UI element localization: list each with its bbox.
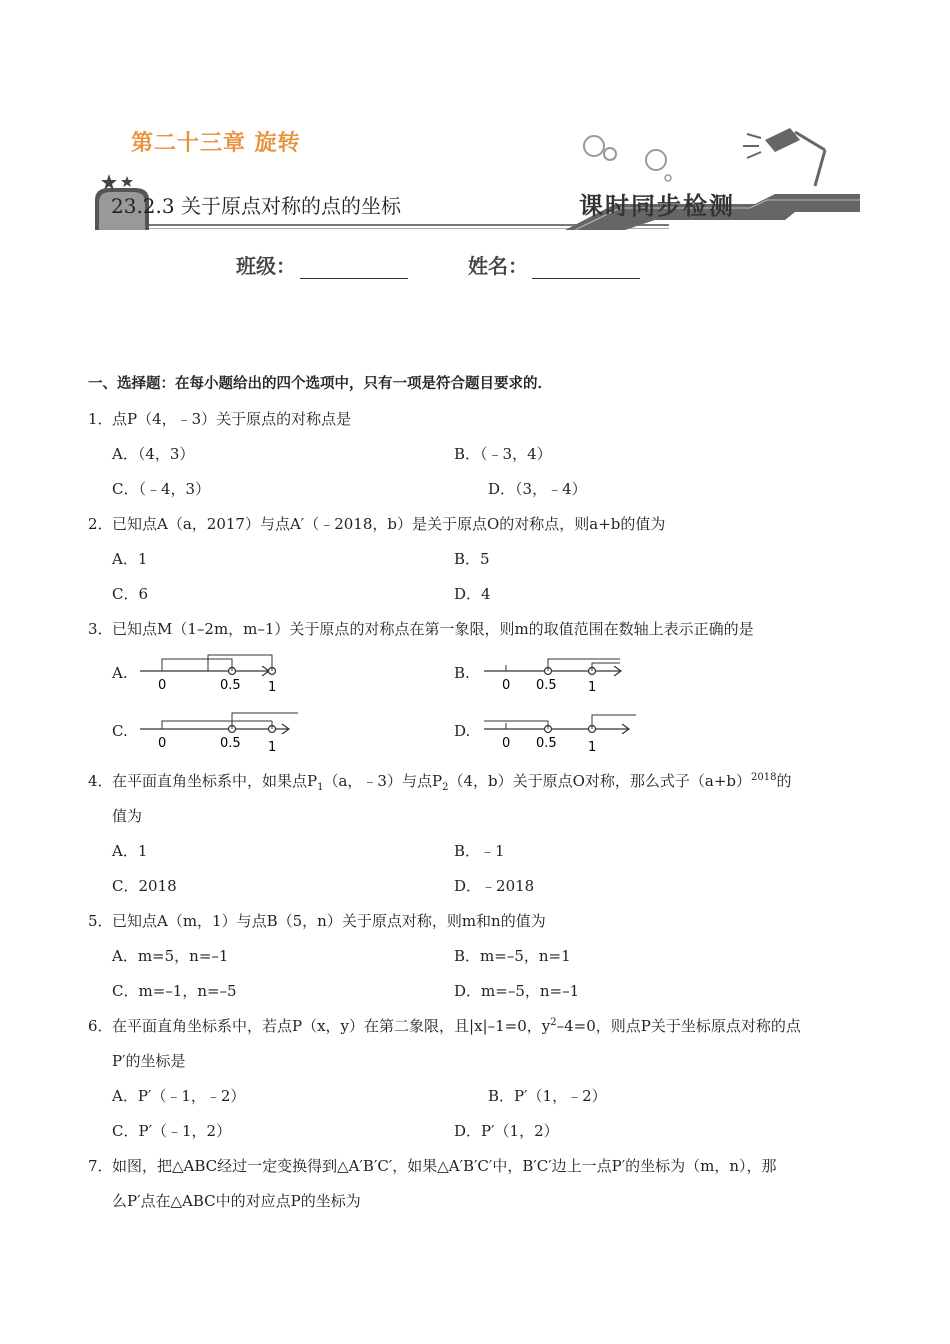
question-stem: 点P（4，﹣3）关于原点的对称点是	[112, 410, 352, 428]
question-7: 7．如图，把△ABC经过一定变换得到△A′B′C′，如果△A′B′C′中，B′C′边上一点P′的坐标为（m，n），那 么P′点在△ABC中的对应点P的坐标为	[88, 1156, 868, 1211]
question-6: 6．在平面直角坐标系中，若点P（x，y）在第二象限，且|x|–1=0，$y^2-4=0$，则点P关于坐标原点对称的点 P′的坐标是 A．P′（﹣1，﹣2） B．P′（1，﹣2） C．P′（﹣1，2） D．P′（1，2）	[88, 1016, 868, 1141]
option-c[interactable]: C．2018	[112, 877, 177, 895]
tick-label-0: 0	[502, 736, 511, 751]
option-d[interactable]: D．﹣2018	[454, 877, 535, 895]
bubbles-decoration	[580, 132, 680, 182]
lamp-icon	[735, 110, 855, 190]
question-stem: 如图，把△ABC经过一定变换得到△A′B′C′，如果△A′B′C′中，B′C′边上一点P′的坐标为（m，n），那	[112, 1157, 777, 1175]
tick-label-0: 0	[158, 678, 167, 693]
question-stem-cont: 么P′点在△ABC中的对应点P的坐标为	[112, 1192, 361, 1210]
tick-label-05: 0.5	[220, 678, 241, 693]
option-a[interactable]: A．m=5，n=–1	[112, 947, 229, 965]
option-a[interactable]: A．P′（﹣1，﹣2）	[112, 1087, 246, 1105]
tick-label-1: 1	[588, 740, 597, 755]
tick-label-1: 1	[268, 740, 277, 755]
option-d[interactable]: D．P′（1，2）	[454, 1122, 559, 1140]
question-4: 4．在平面直角坐标系中，如果点$P_1(a$，﹣3）与点$P_2(4$，b）关于原点O对称，那么式子$(a+b)^{2018}$的 值为 A．1 B．﹣1 C．2018 D．﹣2018	[88, 771, 868, 896]
class-field[interactable]	[236, 250, 408, 279]
option-d[interactable]: D．4	[454, 585, 491, 603]
option-c[interactable]: C．m=–1，n=–5	[112, 982, 237, 1000]
option-c[interactable]: C．P′（﹣1，2）	[112, 1122, 232, 1140]
name-label: 姓名：	[468, 254, 528, 278]
tick-label-0: 0	[158, 736, 167, 751]
question-stem: 已知点A（m，1）与点B（5，n）关于原点对称，则m和n的值为	[112, 912, 546, 930]
question-5: 5．已知点A（m，1）与点B（5，n）关于原点对称，则m和n的值为 A．m=5，n=–1 B．m=–5，n=1 C．m=–1，n=–5 D．m=–5，n=–1	[88, 912, 580, 1000]
option-a[interactable]: A.	[112, 664, 128, 682]
tick-label-0: 0	[502, 678, 511, 693]
tick-label-05: 0.5	[536, 678, 557, 693]
chapter-title: 第二十三章 旋转	[131, 131, 301, 156]
number-line-a[interactable]	[138, 653, 278, 695]
number-line-b[interactable]	[480, 653, 630, 695]
number-line-c[interactable]	[138, 711, 298, 755]
option-b[interactable]: B．（﹣3，4）	[454, 445, 552, 463]
number-line-d[interactable]	[480, 711, 640, 755]
option-b[interactable]: B．m=–5，n=1	[454, 947, 571, 965]
section-title: 23.2.3 关于原点对称的点的坐标	[111, 194, 401, 218]
sync-test-tag: 课时同步检测	[579, 191, 735, 220]
tick-label-05: 0.5	[536, 736, 557, 751]
option-a[interactable]: A．（4，3）	[112, 445, 195, 463]
option-d[interactable]: D．（3，﹣4）	[488, 480, 587, 498]
question-stem: 在平面直角坐标系中，如果点$P_1(a$，﹣3）与点$P_2(4$，b）关于原点O对称，那么式子$(a+b)^{2018}$的	[112, 772, 792, 793]
option-b[interactable]: B．P′（1，﹣2）	[488, 1087, 607, 1105]
tick-label-05: 0.5	[220, 736, 241, 751]
question-2: 2．已知点A（a，2017）与点A′（﹣2018，b）是关于原点O的对称点，则a+b的值为 A．1 B．5 C．6 D．4	[88, 515, 666, 603]
tick-label-1: 1	[588, 680, 597, 695]
option-c[interactable]: C.	[112, 722, 128, 740]
question-3: 3．已知点M（1–2m，m–1）关于原点的对称点在第一象限，则m的取值范围在数轴上表示正确的是 A. 0 0.5 1 B. 0 0.5 1 C. 0 0.5 1 D. 0 0.5 1	[88, 620, 754, 755]
section-heading: 一、选择题：在每小题给出的四个选项中，只有一项是符合题目要求的．	[88, 376, 552, 392]
question-stem: 已知点M（1–2m，m–1）关于原点的对称点在第一象限，则m的取值范围在数轴上表示正确的是	[112, 620, 754, 638]
question-stem: 已知点A（a，2017）与点A′（﹣2018，b）是关于原点O的对称点，则a+b的值为	[112, 515, 666, 533]
name-field[interactable]	[468, 250, 640, 279]
question-stem: 在平面直角坐标系中，若点P（x，y）在第二象限，且|x|–1=0，$y^2-4=0$，则点P关于坐标原点对称的点	[112, 1017, 801, 1035]
option-a[interactable]: A．1	[112, 842, 148, 860]
question-stem-cont: 值为	[112, 807, 143, 825]
option-c[interactable]: C．（﹣4，3）	[112, 480, 211, 498]
question-stem-cont: P′的坐标是	[112, 1052, 186, 1070]
option-b[interactable]: B.	[454, 664, 470, 682]
name-blank[interactable]	[532, 259, 640, 279]
option-c[interactable]: C．6	[112, 585, 149, 603]
option-b[interactable]: B．﹣1	[454, 842, 505, 860]
class-blank[interactable]	[300, 259, 408, 279]
option-b[interactable]: B．5	[454, 550, 490, 568]
option-d[interactable]: D.	[454, 722, 471, 740]
question-1: 1．点P（4，﹣3）关于原点的对称点是 A．（4，3） B．（﹣3，4） C．（﹣4，3） D．（3，﹣4）	[88, 410, 587, 498]
tick-label-1: 1	[268, 680, 277, 695]
header-banner	[95, 110, 860, 235]
class-label: 班级：	[236, 254, 296, 278]
option-a[interactable]: A．1	[112, 550, 148, 568]
question-list	[88, 374, 868, 1226]
option-d[interactable]: D．m=–5，n=–1	[454, 982, 580, 1000]
